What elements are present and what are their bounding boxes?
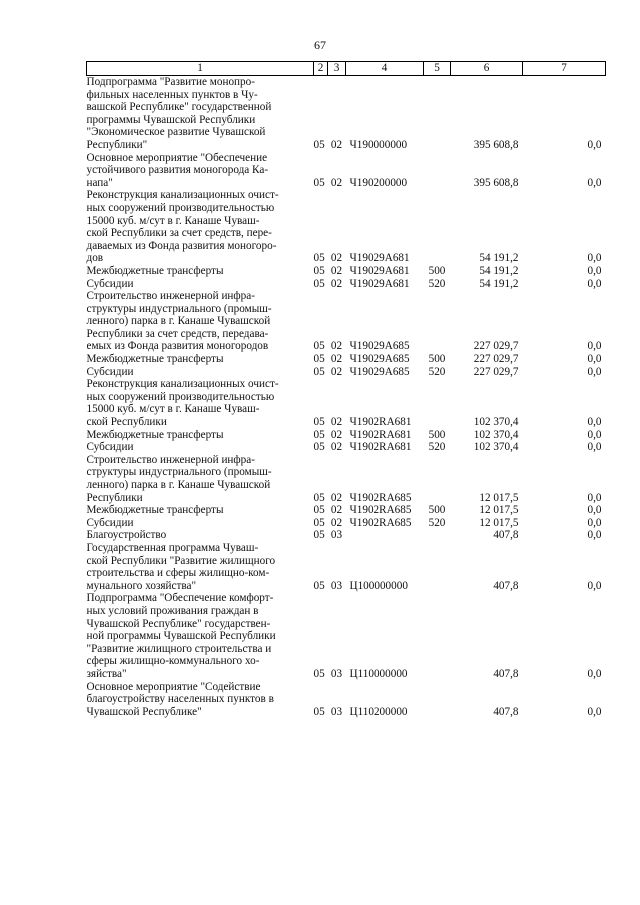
amount: 227 029,7 <box>473 340 519 353</box>
row-name-line: ных сооружений производительностью <box>86 201 275 214</box>
row-name-line: напа" <box>86 176 113 189</box>
row-name <box>87 265 314 278</box>
expense-type-code: 520 <box>428 277 446 290</box>
target-article-code: Ц100000000 <box>349 579 408 592</box>
section-code: 05 <box>313 579 325 592</box>
subsection-code: 02 <box>330 441 343 454</box>
row-name-line: сферы жилищно-коммунального хо- <box>86 655 260 668</box>
row-name <box>87 504 314 517</box>
section-code: 05 <box>313 252 325 265</box>
expense-type-code <box>424 592 451 680</box>
page-number: 67 <box>314 38 326 52</box>
row-name <box>87 290 314 353</box>
amount-reserve: 0,0 <box>587 579 602 592</box>
amount-reserve: 0,0 <box>587 491 602 504</box>
amount: 227 029,7 <box>473 353 519 366</box>
amount-reserve: 0,0 <box>587 176 602 189</box>
table-row <box>87 542 606 592</box>
row-name-line: строительства и сферы жилищно-ком- <box>86 567 270 580</box>
row-name-line: Благоустройство <box>86 529 167 542</box>
table-row <box>87 378 606 428</box>
expense-type-code: 500 <box>428 504 446 517</box>
target-article-code <box>346 529 424 542</box>
row-name-line: Межбюджетные трансферты <box>86 264 224 277</box>
target-article-code: Ч19029А685 <box>349 365 410 378</box>
table-row <box>87 529 606 542</box>
target-article-code: Ч19029А681 <box>349 264 410 277</box>
expense-type-code: 520 <box>428 516 446 529</box>
row-name-line: ской Республики <box>86 416 167 429</box>
table-row <box>87 592 606 680</box>
section-code: 05 <box>313 176 325 189</box>
row-name-line: Межбюджетные трансферты <box>86 428 224 441</box>
section-code: 05 <box>313 340 325 353</box>
subsection-code: 02 <box>330 340 343 353</box>
row-name-line: ленного) парка в г. Канаше Чувашской <box>86 479 271 491</box>
amount-reserve: 0,0 <box>587 365 602 378</box>
amount: 54 191,2 <box>479 252 519 265</box>
target-article-code: Ч19029А685 <box>349 353 410 366</box>
section-code: 05 <box>313 529 325 542</box>
row-name-line: "Экономическое развитие Чувашской <box>86 126 266 139</box>
target-article-code: Ч1902RA685 <box>349 491 412 504</box>
amount: 395 608,8 <box>473 138 519 151</box>
header-cell-1: 1 <box>87 62 314 76</box>
expense-type-code: 500 <box>428 264 446 277</box>
target-article-code: Ч190000000 <box>349 138 408 151</box>
table-row <box>87 504 606 517</box>
row-name-line: Основное мероприятие "Обеспечение <box>86 151 268 164</box>
section-code: 05 <box>313 504 325 517</box>
target-article-code: Ч19029А681 <box>349 277 410 290</box>
header-cell-4: 4 <box>346 62 424 76</box>
amount: 102 370,4 <box>473 416 519 429</box>
expense-type-code <box>424 290 451 353</box>
expense-type-code <box>424 378 451 428</box>
row-name <box>87 542 314 592</box>
header-cell-2: 2 <box>314 62 328 76</box>
amount-reserve: 0,0 <box>587 441 602 454</box>
amount: 54 191,2 <box>479 277 519 290</box>
row-name-line: Реконструкция канализационных очист- <box>86 378 279 391</box>
row-name-line: ных сооружений производительностью <box>86 390 275 403</box>
row-name-line: мунального хозяйства" <box>86 579 197 592</box>
table-row <box>87 290 606 353</box>
section-code: 05 <box>313 264 325 277</box>
amount: 12 017,5 <box>479 516 519 529</box>
row-name-line: вашской Республике" государственной <box>86 101 272 114</box>
table-row <box>87 441 606 454</box>
row-name <box>87 441 314 454</box>
amount-reserve: 0,0 <box>587 416 602 429</box>
target-article-code: Ч1902RA681 <box>349 416 412 429</box>
subsection-code: 02 <box>330 428 343 441</box>
table-row <box>87 265 606 278</box>
expense-type-code: 500 <box>428 428 446 441</box>
header-cell-7: 7 <box>523 62 606 76</box>
subsection-code: 02 <box>330 277 343 290</box>
row-name-line: Реконструкция канализационных очист- <box>86 189 279 202</box>
section-code: 05 <box>313 138 325 151</box>
row-name <box>87 592 314 680</box>
table-row <box>87 76 606 152</box>
row-name-line: ской Республики "Развитие жилищного <box>86 554 276 567</box>
row-name-line: Строительство инженерной инфра- <box>86 453 255 466</box>
amount-reserve: 0,0 <box>587 529 602 542</box>
subsection-code: 03 <box>330 667 343 680</box>
table-row <box>87 429 606 442</box>
amount: 407,8 <box>493 579 519 592</box>
row-name-line: устойчивого развития моногорода Ка- <box>86 164 269 177</box>
subsection-code: 02 <box>330 491 343 504</box>
section-code: 05 <box>313 277 325 290</box>
row-name-line: Государственная программа Чуваш- <box>86 541 259 554</box>
table-row <box>87 278 606 291</box>
row-name-line: Субсидии <box>86 365 134 378</box>
target-article-code: Ч1902RA681 <box>349 441 412 454</box>
subsection-code: 02 <box>330 504 343 517</box>
row-name-line: ной программы Чувашской Республики <box>86 630 276 643</box>
row-name-line: структуры индустриального (промыш- <box>86 302 272 315</box>
row-name <box>87 378 314 428</box>
row-name-line: структуры индустриального (промыш- <box>86 466 272 479</box>
target-article-code: Ч190200000 <box>349 176 408 189</box>
amount-reserve: 0,0 <box>587 277 602 290</box>
target-article-code: Ч1902RA685 <box>349 504 412 517</box>
row-name-line: "Развитие жилищного строительства и <box>86 642 272 655</box>
section-code: 05 <box>313 365 325 378</box>
target-article-code: Ц110200000 <box>349 705 408 718</box>
expense-type-code <box>424 681 451 719</box>
row-name-line: Межбюджетные трансферты <box>86 353 224 366</box>
row-name-line: Субсидии <box>86 516 134 529</box>
row-name-line: Межбюджетные трансферты <box>86 504 224 517</box>
section-code: 05 <box>313 353 325 366</box>
row-name-line: Основное мероприятие "Содействие <box>86 680 261 693</box>
expense-type-code: 520 <box>428 365 446 378</box>
expense-type-code <box>424 189 451 265</box>
table-row <box>87 681 606 719</box>
subsection-code: 02 <box>330 516 343 529</box>
table-row <box>87 366 606 379</box>
row-name-line: даваемых из Фонда развития моногоро- <box>86 239 277 252</box>
expense-type-code <box>424 529 451 542</box>
amount: 407,8 <box>493 529 519 542</box>
row-name-line: фильных населенных пунктов в Чу- <box>86 88 258 101</box>
target-article-code: Ч1902RA681 <box>349 428 412 441</box>
row-name <box>87 517 314 530</box>
section-code: 05 <box>313 428 325 441</box>
row-name-line: 15000 куб. м/сут в г. Канаше Чуваш- <box>86 214 260 227</box>
amount: 102 370,4 <box>473 441 519 454</box>
target-article-code: Ч19029А685 <box>349 340 410 353</box>
section-code: 05 <box>313 705 325 718</box>
row-name-line: программы Чувашской Республики <box>86 113 256 126</box>
amount-reserve: 0,0 <box>587 667 602 680</box>
amount-reserve: 0,0 <box>587 340 602 353</box>
subsection-code: 02 <box>330 252 343 265</box>
amount: 12 017,5 <box>479 504 519 517</box>
row-name <box>87 681 314 719</box>
amount-reserve: 0,0 <box>587 516 602 529</box>
expense-type-code <box>424 542 451 592</box>
table-row <box>87 189 606 265</box>
section-code: 05 <box>313 441 325 454</box>
target-article-code: Ч19029А681 <box>349 252 410 265</box>
expense-type-code <box>424 454 451 504</box>
row-name <box>87 366 314 379</box>
subsection-code: 02 <box>330 416 343 429</box>
amount: 407,8 <box>493 705 519 718</box>
expense-type-code: 520 <box>428 441 446 454</box>
table-body <box>87 76 606 719</box>
row-name-line: Подпрограмма "Развитие монопро- <box>86 76 255 88</box>
amount-reserve: 0,0 <box>587 252 602 265</box>
expense-type-code <box>424 152 451 190</box>
row-name-line: дов <box>86 252 104 265</box>
subsection-code: 03 <box>330 579 343 592</box>
row-name-line: зяйства" <box>86 667 127 680</box>
amount-reserve: 0,0 <box>587 353 602 366</box>
header-cell-5: 5 <box>424 62 451 76</box>
expense-type-code <box>424 76 451 152</box>
row-name <box>87 454 314 504</box>
expense-type-code: 500 <box>428 353 446 366</box>
section-code: 05 <box>313 516 325 529</box>
row-name-line: Республики" <box>86 138 148 151</box>
section-code: 05 <box>313 416 325 429</box>
section-code: 05 <box>313 667 325 680</box>
amount: 54 191,2 <box>479 264 519 277</box>
row-name <box>87 353 314 366</box>
target-article-code: Ц110000000 <box>349 667 408 680</box>
subsection-code: 02 <box>330 138 343 151</box>
row-name-line: ской Республики за счет средств, пере- <box>86 227 272 240</box>
subsection-code: 02 <box>330 264 343 277</box>
table-row <box>87 353 606 366</box>
row-name <box>87 76 314 152</box>
target-article-code: Ч1902RA685 <box>349 516 412 529</box>
section-code: 05 <box>313 491 325 504</box>
subsection-code: 02 <box>330 365 343 378</box>
row-name <box>87 529 314 542</box>
subsection-code: 02 <box>330 176 343 189</box>
row-name-line: благоустройству населенных пунктов в <box>86 693 274 706</box>
row-name <box>87 189 314 265</box>
subsection-code: 02 <box>330 353 343 366</box>
amount: 227 029,7 <box>473 365 519 378</box>
row-name-line: ленного) парка в г. Канаше Чувашской <box>86 315 271 328</box>
row-name <box>87 152 314 190</box>
subsection-code: 03 <box>330 705 343 718</box>
subsection-code: 03 <box>330 529 343 542</box>
row-name-line: Чувашской Республике" государствен- <box>86 617 271 630</box>
row-name-line: Строительство инженерной инфра- <box>86 290 255 303</box>
amount: 407,8 <box>493 667 519 680</box>
amount: 102 370,4 <box>473 428 519 441</box>
amount: 12 017,5 <box>479 491 519 504</box>
amount-reserve: 0,0 <box>587 264 602 277</box>
amount-reserve: 0,0 <box>587 504 602 517</box>
table-row <box>87 454 606 504</box>
row-name <box>87 278 314 291</box>
row-name-line: Республики <box>86 491 143 504</box>
row-name-line: емых из Фонда развития моногородов <box>86 340 269 353</box>
row-name-line: Подпрограмма "Обеспечение комфорт- <box>86 592 274 605</box>
table-header <box>87 62 606 76</box>
amount-reserve: 0,0 <box>587 705 602 718</box>
row-name-line: Субсидии <box>86 441 134 454</box>
header-cell-3: 3 <box>328 62 346 76</box>
table-row <box>87 152 606 190</box>
amount-reserve: 0,0 <box>587 138 602 151</box>
row-name-line: ных условий проживания граждан в <box>86 604 259 617</box>
row-name <box>87 429 314 442</box>
row-name-line: 15000 куб. м/сут в г. Канаше Чуваш- <box>86 403 260 416</box>
header-cell-6: 6 <box>451 62 523 76</box>
amount: 395 608,8 <box>473 176 519 189</box>
row-name-line: Субсидии <box>86 277 134 290</box>
row-name-line: Республики за счет средств, передава- <box>86 327 269 340</box>
table-row <box>87 517 606 530</box>
amount-reserve: 0,0 <box>587 428 602 441</box>
budget-table <box>86 61 606 718</box>
row-name-line: Чувашской Республике" <box>86 705 202 718</box>
